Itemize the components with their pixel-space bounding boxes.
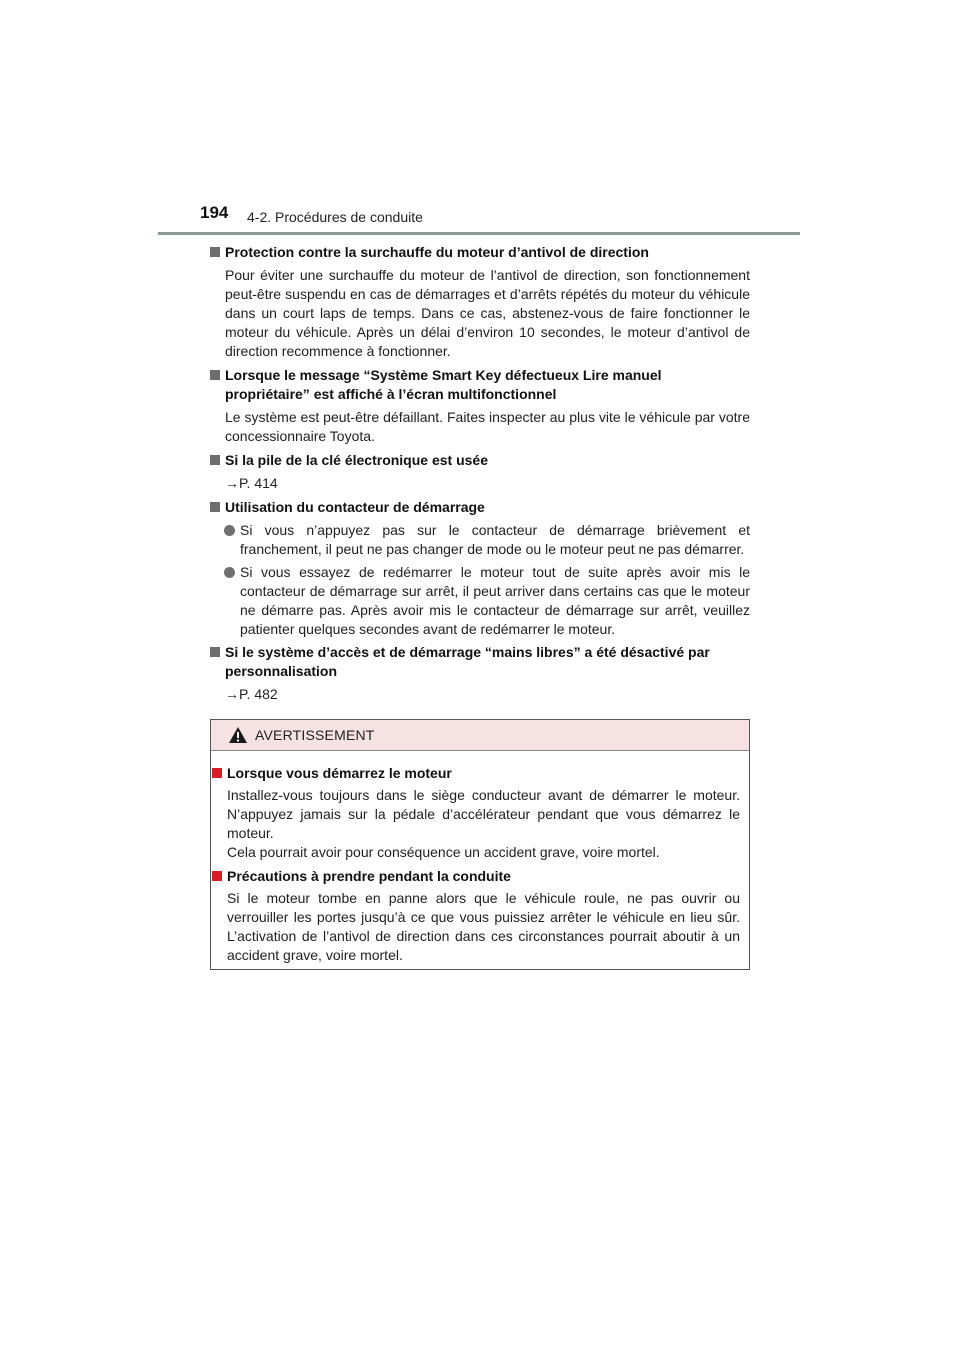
warning-subsection-title: Précautions à prendre pendant la conduite bbox=[227, 868, 511, 884]
header-divider bbox=[158, 232, 800, 235]
subsection-title: Protection contre la surchauffe du moteur d’antivol de direction bbox=[225, 244, 649, 260]
warning-header bbox=[211, 720, 749, 751]
page-reference-link[interactable]: →P. 414 bbox=[225, 475, 278, 491]
warning-paragraph: Installez-vous toujours dans le siège conducteur avant de démarrer le moteur. N’appuyez jamais sur la pédale d’accélérateur pendant que vous démarrez le moteur. bbox=[227, 787, 740, 841]
subsection-title: Si le système d’accès et de démarrage “mains libres” a été désactivé par personnalisation bbox=[225, 644, 710, 679]
page-reference-link[interactable]: →P. 482 bbox=[225, 686, 278, 702]
paragraph: Pour éviter une surchauffe du moteur de l’antivol de direction, son fonctionnement peut-être suspendu en cas de démarrages et d’arrêts répétés du moteur du véhicule dans un court laps de temps. Dans ce cas, abstenez-vous de faire fonctionner le moteur du véhicule. Après un délai d’environ 10 secondes, le moteur d’antivol de direction recommence à fonctionner. bbox=[225, 267, 750, 359]
square-bullet-icon bbox=[210, 247, 220, 257]
subsection-title: Si la pile de la clé électronique est usée bbox=[225, 452, 488, 468]
warning-subsection-title: Lorsque vous démarrez le moteur bbox=[227, 765, 452, 781]
warning-subsection-heading bbox=[211, 764, 740, 783]
subsection-heading bbox=[209, 498, 750, 517]
round-bullet-icon bbox=[224, 525, 235, 536]
paragraph: Le système est peut-être défaillant. Faites inspecter au plus vite le véhicule par votre concessionnaire Toyota. bbox=[225, 409, 750, 444]
section-title: 4-2. Procédures de conduite bbox=[247, 209, 423, 225]
subsection-heading bbox=[209, 643, 750, 681]
square-bullet-icon bbox=[210, 647, 220, 657]
warning-paragraph: Cela pourrait avoir pour conséquence un accident grave, voire mortel. bbox=[227, 844, 660, 860]
red-square-bullet-icon bbox=[212, 768, 222, 778]
subsection-heading bbox=[209, 243, 750, 262]
subsection-heading bbox=[209, 366, 750, 404]
main-content bbox=[209, 243, 750, 709]
subsection-heading bbox=[209, 451, 750, 470]
warning-triangle-icon bbox=[228, 726, 248, 744]
warning-title: AVERTISSEMENT bbox=[255, 727, 375, 743]
list-item-text: Si vous essayez de redémarrer le moteur tout de suite après avoir mis le contacteur de démarrage sur arrêt, il peut arriver dans certains cas que le moteur ne démarre pas. Après avoir mis le contacteur de démarrage sur arrêt, veuillez patienter quelques secondes avant de redémarrer le moteur. bbox=[240, 564, 750, 637]
warning-subsection-heading bbox=[211, 867, 740, 886]
subsection-title: Utilisation du contacteur de démarrage bbox=[225, 499, 485, 515]
list-item bbox=[209, 521, 750, 559]
page-header bbox=[0, 0, 960, 240]
square-bullet-icon bbox=[210, 502, 220, 512]
square-bullet-icon bbox=[210, 370, 220, 380]
square-bullet-icon bbox=[210, 455, 220, 465]
red-square-bullet-icon bbox=[212, 871, 222, 881]
list-item-text: Si vous n’appuyez pas sur le contacteur de démarrage brièvement et franchement, il peut ne pas changer de mode ou le moteur peut ne pas démarrer. bbox=[240, 522, 750, 557]
warning-body bbox=[211, 764, 740, 970]
warning-paragraph: Si le moteur tombe en panne alors que le véhicule roule, ne pas ouvrir ou verrouiller les portes jusqu’à ce que vous puissiez arrêter le véhicule en lieu sûr. L’activation de l’antivol de direction dans ces circonstances pourrait aboutir à un accident grave, voire mortel. bbox=[227, 890, 740, 963]
subsection-title: Lorsque le message “Système Smart Key défectueux Lire manuel propriétaire” est affiché à l’écran multifonctionnel bbox=[225, 367, 662, 402]
list-item bbox=[209, 563, 750, 639]
round-bullet-icon bbox=[224, 567, 235, 578]
page-number: 194 bbox=[200, 203, 229, 222]
warning-box bbox=[210, 719, 750, 970]
